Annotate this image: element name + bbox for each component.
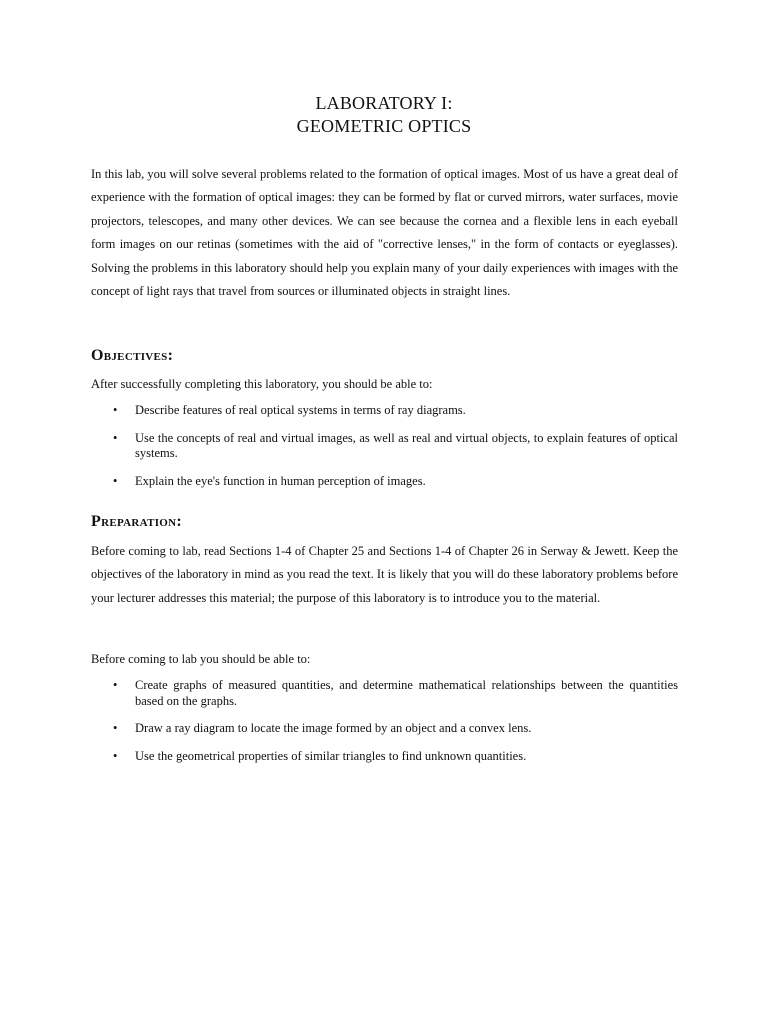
- preparation-heading: Preparation:: [91, 513, 183, 530]
- list-item-text: Use the concepts of real and virtual images, as well as real and virtual objects, to explain features of optical systems.: [135, 430, 678, 460]
- list-item: [113, 749, 678, 765]
- bullet-icon: •: [113, 473, 118, 488]
- objectives-heading: Objectives:: [91, 347, 174, 364]
- list-item: [113, 721, 678, 737]
- list-item: [113, 678, 678, 709]
- list-item-text: Explain the eye's function in human perception of images.: [135, 473, 426, 488]
- list-item: [113, 403, 678, 419]
- list-item: [113, 431, 678, 462]
- bullet-icon: •: [113, 721, 118, 735]
- list-item-text: Draw a ray diagram to locate the image formed by an object and a convex lens.: [135, 721, 532, 735]
- list-item-text: Use the geometrical properties of similar triangles to find unknown quantities.: [135, 748, 527, 763]
- document-title-line-2: GEOMETRIC OPTICS: [296, 116, 472, 136]
- objectives-list: [113, 403, 678, 501]
- objectives-lead: After successfully completing this laboratory, you should be able to:: [91, 377, 433, 391]
- bullet-icon: •: [113, 430, 118, 445]
- list-item-text: Create graphs of measured quantities, and determine mathematical relationships between the quantities based on the graphs.: [135, 678, 678, 708]
- preparation-paragraph: Before coming to lab, read Sections 1-4 of Chapter 25 and Sections 1-4 of Chapter 26 in Serway & Jewett. Keep the objectives of the laboratory in mind as you read the text. It is likely that you will do these laboratory problems before your lecturer addresses this material; the purpose of this laboratory is to introduce you to the material.: [91, 544, 678, 605]
- list-item: [113, 474, 678, 490]
- bullet-icon: •: [113, 678, 118, 692]
- bullet-icon: •: [113, 403, 118, 417]
- intro-paragraph: In this lab, you will solve several problems related to the formation of optical images. Most of us have a great deal of experience with the formation of optical images: they can be formed by flat or curved mirrors, water surfaces, movie projectors, telescopes, and many other devices. We can see because the cornea and a flexible lens in each eyeball form images on our retinas (sometimes with the aid of "corrective lenses," in the form of contacts or eyeglasses). Solving the problems in this laboratory should help you explain many of your daily experiences with images with the concept of light rays that travel from sources or illuminated objects in straight lines.: [91, 167, 678, 299]
- preparation-list: [113, 678, 678, 776]
- document-title-line-1: LABORATORY I:: [315, 93, 453, 113]
- preparation-lead: Before coming to lab you should be able to:: [91, 652, 311, 666]
- bullet-icon: •: [113, 748, 118, 763]
- list-item-text: Describe features of real optical systems in terms of ray diagrams.: [135, 403, 466, 417]
